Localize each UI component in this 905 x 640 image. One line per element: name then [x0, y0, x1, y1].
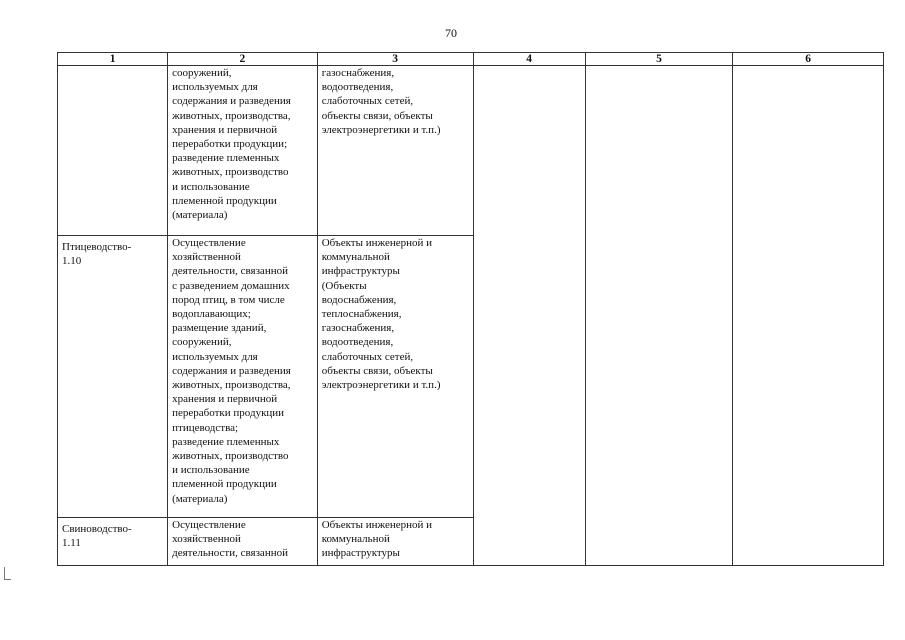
header-col-4: 4 — [473, 53, 585, 66]
row-code-cell — [58, 236, 168, 518]
page-number: 70 — [445, 26, 457, 40]
header-col-2: 2 — [168, 53, 318, 66]
margin-mark — [4, 567, 11, 580]
row-description-cell — [168, 236, 318, 518]
row-description: Осуществление хозяйственной деятельности, связанной с разведением домашних пород птиц, в том числе водоплавающих; размещение зданий, сооружений, используемых для содержания и разведения животных, производства, хранения и первичной переработки продукции птицеводства; разведение племенных животных, производство и использование племенной продукции (материала) — [172, 237, 291, 505]
row-objects: Объекты инженерной и коммунальной инфраструктуры — [321, 519, 433, 560]
land-use-table — [57, 52, 884, 566]
row-description: Осуществление хозяйственной деятельности, связанной — [172, 519, 288, 560]
col-6-cell — [733, 66, 884, 566]
row-objects-cell — [317, 518, 473, 566]
row-objects: газоснабжения, водоотведения, слаботочных сетей, объекты связи, объекты электроэнергетики и т.п.) — [321, 67, 441, 136]
header-col-3: 3 — [317, 53, 473, 66]
row-code: Свиноводство- 1.11 — [62, 523, 132, 550]
col-4-cell — [473, 66, 585, 566]
row-description-cell — [168, 66, 318, 236]
row-objects-cell — [317, 236, 473, 518]
row-code: Птицеводство- 1.10 — [62, 241, 132, 268]
table-row — [58, 66, 884, 236]
row-description: сооружений, используемых для содержания и разведения животных, производства, хранения и первичной переработки продукции; разведение племенных животных, производство и использование племенной продукции (материала) — [172, 67, 291, 222]
row-objects-cell — [317, 66, 473, 236]
row-objects: Объекты инженерной и коммунальной инфраструктуры (Объекты водоснабжения, теплоснабжения, газоснабжения, водоотведения, слаботочных сетей, объекты связи, объекты электроэнергетики и т.п.) — [321, 237, 441, 392]
header-col-5: 5 — [585, 53, 733, 66]
row-description-cell — [168, 518, 318, 566]
col-5-cell — [585, 66, 733, 566]
header-row — [58, 53, 884, 66]
header-col-1: 1 — [58, 53, 168, 66]
header-col-6: 6 — [733, 53, 884, 66]
row-code-cell — [58, 66, 168, 236]
row-code-cell — [58, 518, 168, 566]
